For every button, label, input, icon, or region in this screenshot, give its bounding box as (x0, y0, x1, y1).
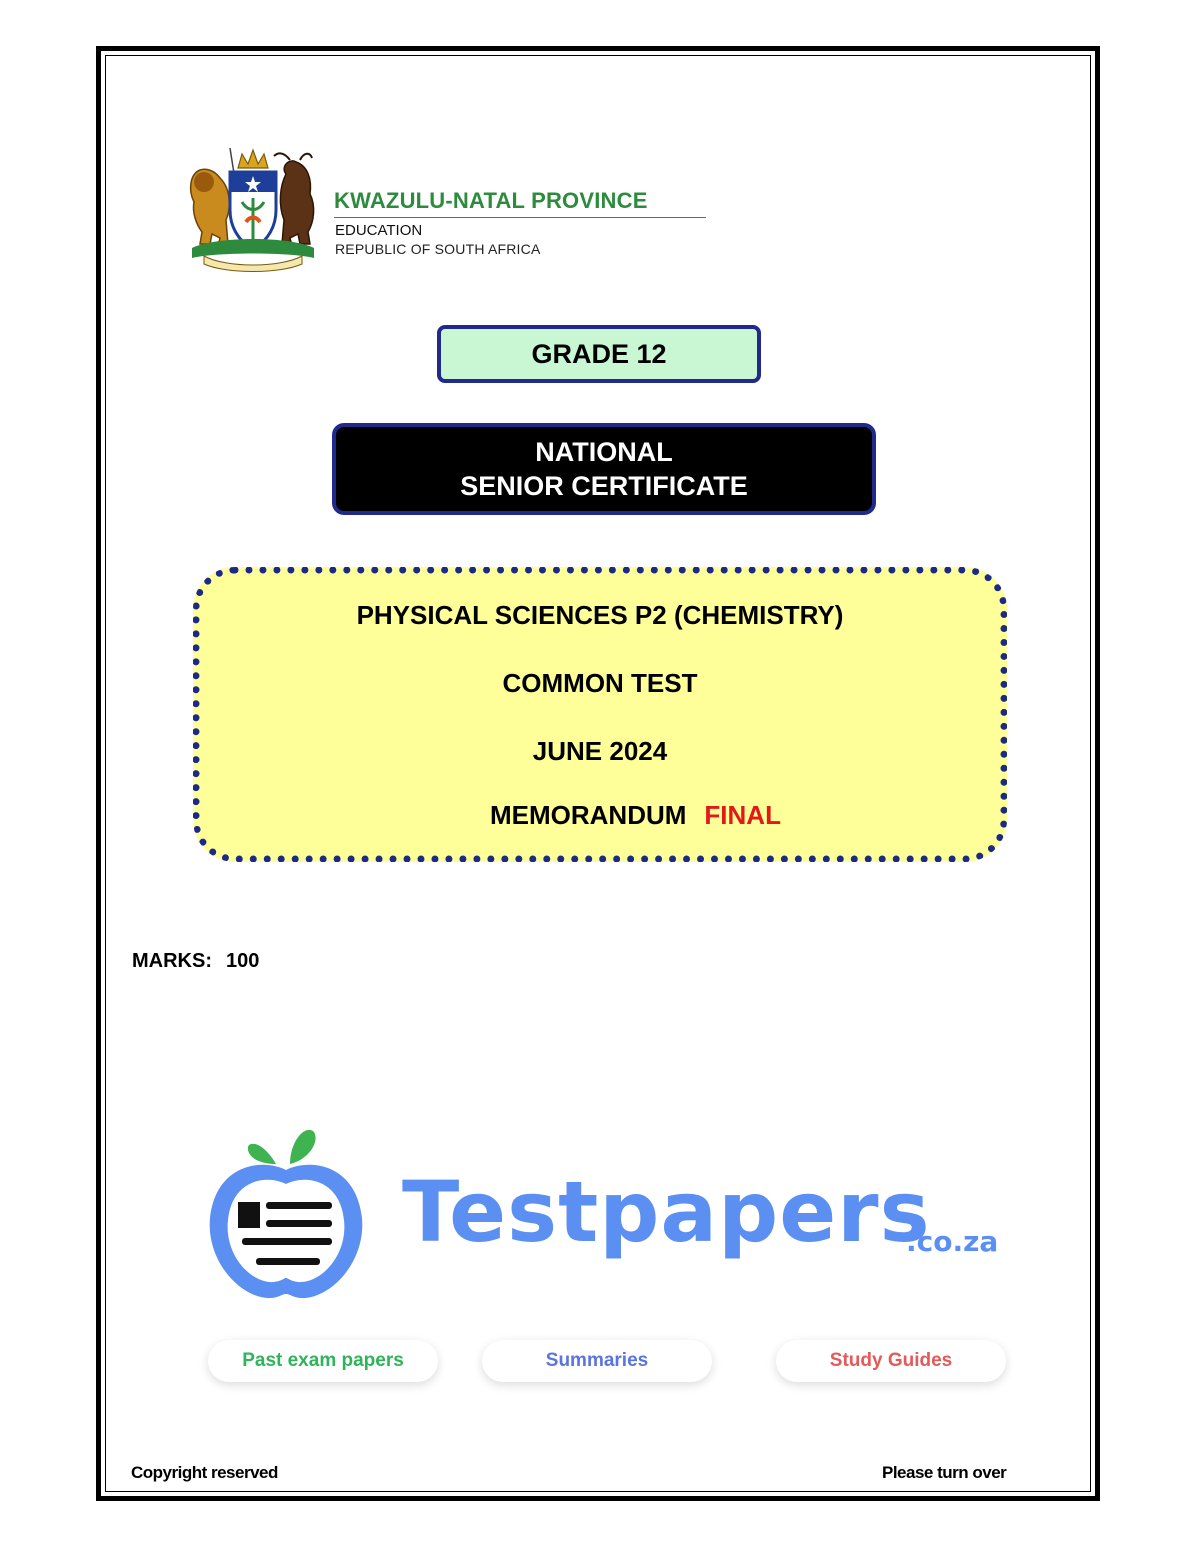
certificate-banner (332, 423, 876, 515)
certificate-line-2: SENIOR CERTIFICATE (460, 471, 748, 501)
testpapers-apple-icon[interactable] (202, 1120, 370, 1306)
copyright-notice: Copyright reserved (131, 1463, 278, 1482)
past-exam-papers-link[interactable]: Past exam papers (208, 1340, 438, 1382)
department-name: EDUCATION (335, 222, 423, 239)
coat-of-arms-icon (186, 140, 320, 272)
marks-label: MARKS: (132, 950, 212, 972)
grade-badge (437, 325, 761, 383)
final-status: FINAL (704, 800, 781, 830)
brand-name[interactable]: Testpapers (402, 1163, 931, 1261)
test-date: JUNE 2024 (532, 736, 668, 766)
certificate-line-1: NATIONAL (535, 437, 673, 467)
marks-value: 100 (226, 950, 260, 972)
country-name: REPUBLIC OF SOUTH AFRICA (335, 241, 541, 257)
test-type: COMMON TEST (502, 668, 698, 698)
turn-over-notice: Please turn over (882, 1463, 1007, 1482)
study-guides-link[interactable]: Study Guides (776, 1340, 1006, 1382)
marks-total (132, 950, 259, 973)
province-title: KWAZULU-NATAL PROVINCE (334, 188, 706, 218)
brand-domain[interactable]: .co.za (906, 1225, 999, 1258)
summaries-link[interactable]: Summaries (482, 1340, 712, 1382)
memorandum-line (490, 800, 781, 831)
memorandum-label: MEMORANDUM (490, 800, 687, 830)
grade-label: GRADE 12 (531, 338, 667, 369)
subject-title: PHYSICAL SCIENCES P2 (CHEMISTRY) (356, 600, 844, 630)
